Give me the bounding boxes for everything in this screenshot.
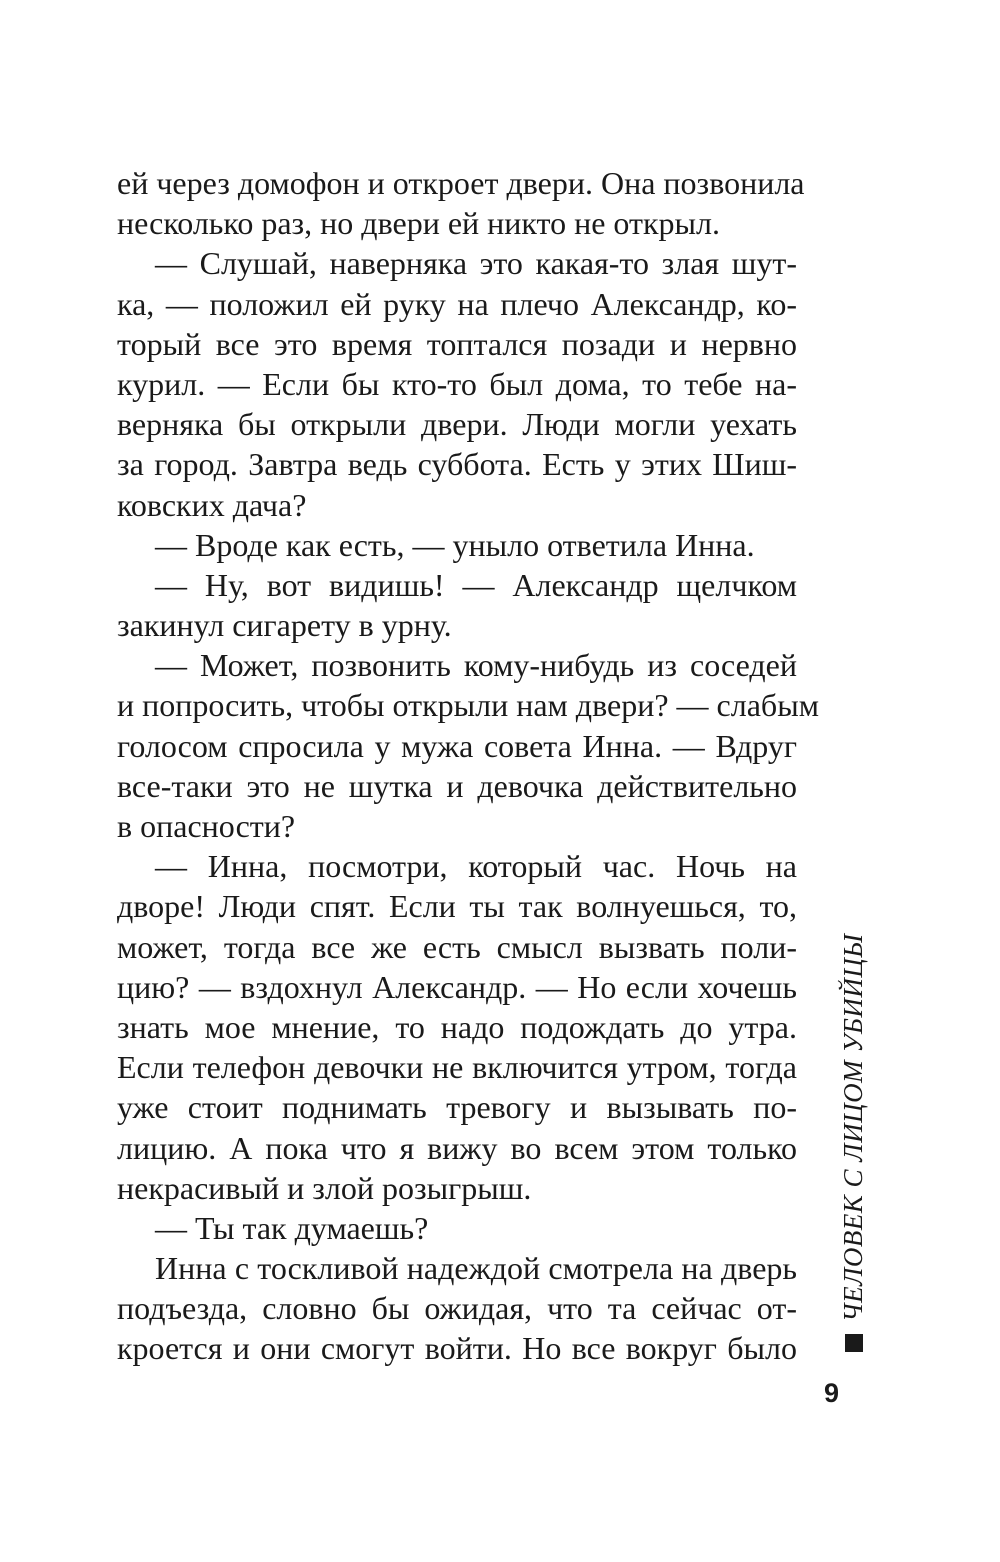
text-line: — Может, позвонить кому-нибудь из соседей (155, 647, 797, 684)
text-line: уже стоит поднимать тревогу и вызывать по- (117, 1089, 797, 1126)
text-line: подъезда, словно бы ожидая, что та сейчас от- (117, 1290, 797, 1327)
text-line: в опасности? (117, 808, 296, 844)
text-line: — Слушай, наверняка это какая-то злая шут- (155, 245, 797, 282)
text-line: знать мое мнение, то надо подождать до утра. (117, 1008, 797, 1045)
text-line: закинул сигарету в урну. (117, 607, 452, 644)
text-line: некрасивый и злой розыгрыш. (117, 1169, 532, 1206)
text-line: лицию. А пока что я вижу во всем этом только (117, 1129, 797, 1166)
text-line: дворе! Люди спят. Если ты так волнуешься, то, (117, 888, 797, 925)
text-line: ей через домофон и откроет двери. Она позвонила (117, 165, 805, 201)
text-line: верняка бы открыли двери. Люди могли уехать (117, 406, 797, 443)
text-line: Инна с тоскливой надеждой смотрела на дверь (155, 1250, 797, 1287)
text-line: голосом спросила у мужа совета Инна. — Вдруг (117, 727, 797, 764)
text-line: — Ты так думаешь? (155, 1209, 429, 1246)
text-line: торый все это время топтался позади и нервно (117, 325, 797, 362)
text-line: — Инна, посмотри, который час. Ночь на (155, 848, 797, 885)
body-text (117, 163, 819, 1369)
text-line: ка, — положил ей руку на плечо Александр, ко- (117, 285, 797, 322)
text-line: может, тогда все же есть смысл вызвать поли- (117, 928, 797, 965)
text-line: кроется и они смогут войти. Но все вокруг было (117, 1330, 797, 1367)
text-line: цию? — вздохнул Александр. — Но если хочешь (117, 968, 797, 1005)
text-line: Если телефон девочки не включится утром, тогда (117, 1049, 797, 1086)
running-head (838, 934, 869, 1352)
text-line: и попросить, чтобы открыли нам двери? — слабым (117, 687, 819, 724)
square-marker-icon (845, 1334, 863, 1352)
running-head-title: ЧЕЛОВЕК С ЛИЦОМ УБИЙЦЫ (838, 933, 868, 1322)
text-line: за город. Завтра ведь суббота. Есть у этих Шиш- (117, 446, 797, 483)
text-line: — Вроде как есть, — уныло ответила Инна. (155, 526, 755, 563)
text-line: курил. — Если бы кто-то был дома, то тебе на- (117, 365, 797, 402)
text-line: — Ну, вот видишь! — Александр щелчком (155, 566, 797, 603)
text-line: ковских дача? (117, 486, 307, 523)
text-line: все-таки это не шутка и девочка действительно (117, 767, 797, 804)
page-number: 9 (824, 1378, 840, 1408)
text-line: несколько раз, но двери ей никто не открыл. (117, 205, 720, 242)
